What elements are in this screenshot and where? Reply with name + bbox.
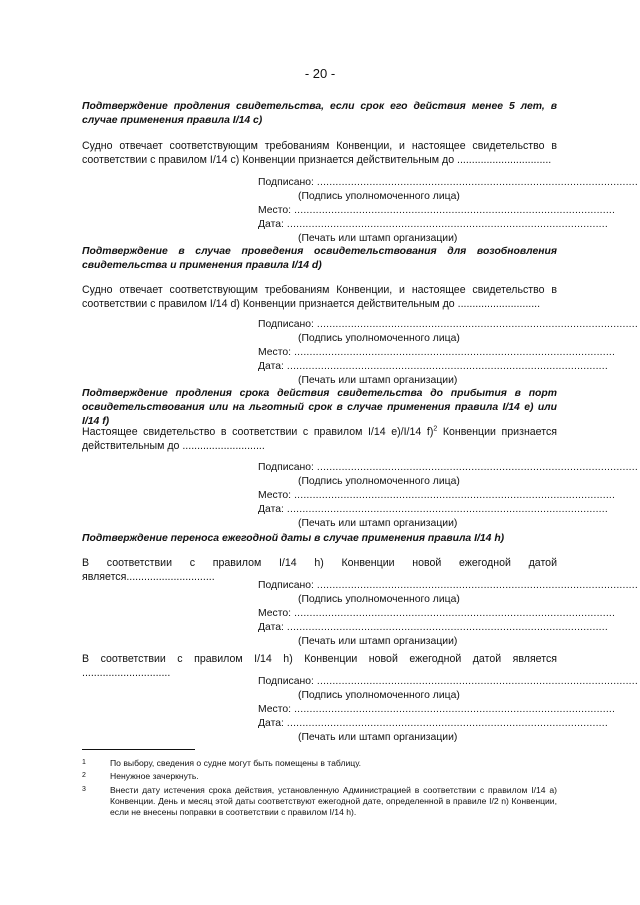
- place-label: Место:: [258, 608, 292, 619]
- section-2-heading: Подтверждение в случае проведения освидетельствования для возобновления свидетельства и применения правила I/14 d): [82, 246, 557, 271]
- place-line: ........................................................................................................: [294, 608, 616, 619]
- signed-label: Подписано:: [258, 462, 314, 473]
- date-label: Дата:: [258, 718, 284, 729]
- signed-caption: (Подпись уполномоченного лица): [298, 191, 460, 202]
- footnote-number: 3: [82, 786, 86, 793]
- date-line: ........................................................................................................: [286, 504, 608, 515]
- signed-caption: (Подпись уполномоченного лица): [298, 476, 460, 487]
- footnote-1: [82, 758, 557, 769]
- place-line: ........................................................................................................: [294, 490, 616, 501]
- footnote-number: 2: [82, 772, 86, 779]
- section-3-heading: Подтверждение продления срока действия свидетельства до прибытия в порт освидетельствования или на льготный срок в случае применения правила I/14 e) или I/14 f): [82, 388, 557, 427]
- signature-block-3: [258, 461, 638, 531]
- signed-label: Подписано:: [258, 177, 314, 188]
- place-line: ........................................................................................................: [294, 205, 616, 216]
- section-4-text: В соответствии с правилом I/14 h) Конвенции новой ежегодной датой является..............................: [82, 557, 557, 583]
- section-1-text: Судно отвечает соответствующим требованиям Конвенции, и настоящее свидетельство в соответствии с правилом I/14 c) Конвенции признается действительным до ................................: [82, 140, 557, 166]
- place-label: Место:: [258, 704, 292, 715]
- place-label: Место:: [258, 490, 292, 501]
- signed-caption: (Подпись уполномоченного лица): [298, 333, 460, 344]
- section-3-text: [82, 425, 557, 453]
- place-line: ........................................................................................................: [294, 704, 616, 715]
- signed-line: ........................................................................................................: [316, 462, 638, 473]
- signed-line: ........................................................................................................: [316, 676, 638, 687]
- section-2-text: Судно отвечает соответствующим требованиям Конвенции, и настоящее свидетельство в соответствии с правилом I/14 d) Конвенции признается действительным до ............................: [82, 284, 557, 310]
- signed-label: Подписано:: [258, 580, 314, 591]
- footnote-2: [82, 771, 557, 782]
- stamp-caption: (Печать или штамп организации): [298, 375, 458, 386]
- stamp-caption: (Печать или штамп организации): [298, 732, 458, 743]
- date-label: Дата:: [258, 622, 284, 633]
- signed-line: ........................................................................................................: [316, 580, 638, 591]
- date-label: Дата:: [258, 504, 284, 515]
- date-label: Дата:: [258, 361, 284, 372]
- signed-line: ........................................................................................................: [316, 177, 638, 188]
- signature-block-5: [258, 675, 638, 745]
- signature-block-4: [258, 579, 638, 649]
- stamp-caption: (Печать или штамп организации): [298, 636, 458, 647]
- footnote-text: Ненужное зачеркнуть.: [110, 771, 199, 781]
- date-line: ........................................................................................................: [286, 361, 608, 372]
- signed-line: ........................................................................................................: [316, 319, 638, 330]
- section-1-heading: Подтверждение продления свидетельства, если срок его действия менее 5 лет, в случае применения правила I/14 c): [82, 101, 557, 126]
- signature-block-2: [258, 318, 638, 388]
- date-line: ........................................................................................................: [286, 622, 608, 633]
- stamp-caption: (Печать или штамп организации): [298, 233, 458, 244]
- date-line: ........................................................................................................: [286, 219, 608, 230]
- place-label: Место:: [258, 347, 292, 358]
- footnote-number: 1: [82, 759, 86, 766]
- footnote-separator: [82, 749, 195, 750]
- stamp-caption: (Печать или штамп организации): [298, 518, 458, 529]
- footnote-3: [82, 785, 557, 818]
- signed-label: Подписано:: [258, 319, 314, 330]
- section-3-text-part2: Конвенции признается действительным до ............................: [82, 426, 557, 452]
- signed-caption: (Подпись уполномоченного лица): [298, 690, 460, 701]
- footnote-text: По выбору, сведения о судне могут быть помещены в таблицу.: [110, 758, 362, 768]
- place-label: Место:: [258, 205, 292, 216]
- footnote-text: Внести дату истечения срока действия, установленную Администрацией в соответствии с правилом I/14 a) Конвенции. День и месяц этой даты соответствуют ежегодной дате, определенной в правиле I/2 n) Конвенции, если не внесены поправки в соответствии с правилом I/14 h).: [110, 785, 557, 817]
- section-4-heading: Подтверждение переноса ежегодной даты в случае применения правила I/14 h): [82, 533, 505, 544]
- section-3-text-part1: Настоящее свидетельство в соответствии с правилом I/14 e)/I/14 f): [82, 426, 434, 438]
- signed-caption: (Подпись уполномоченного лица): [298, 594, 460, 605]
- date-label: Дата:: [258, 219, 284, 230]
- section-4-text-2: В соответствии с правилом I/14 h) Конвенции новой ежегодной датой является ..............................: [82, 653, 557, 679]
- date-line: ........................................................................................................: [286, 718, 608, 729]
- footnote-ref-2: 2: [433, 425, 438, 433]
- signed-label: Подписано:: [258, 676, 314, 687]
- signature-block-1: [258, 176, 638, 246]
- page-number: - 20 -: [304, 66, 336, 81]
- place-line: ........................................................................................................: [294, 347, 616, 358]
